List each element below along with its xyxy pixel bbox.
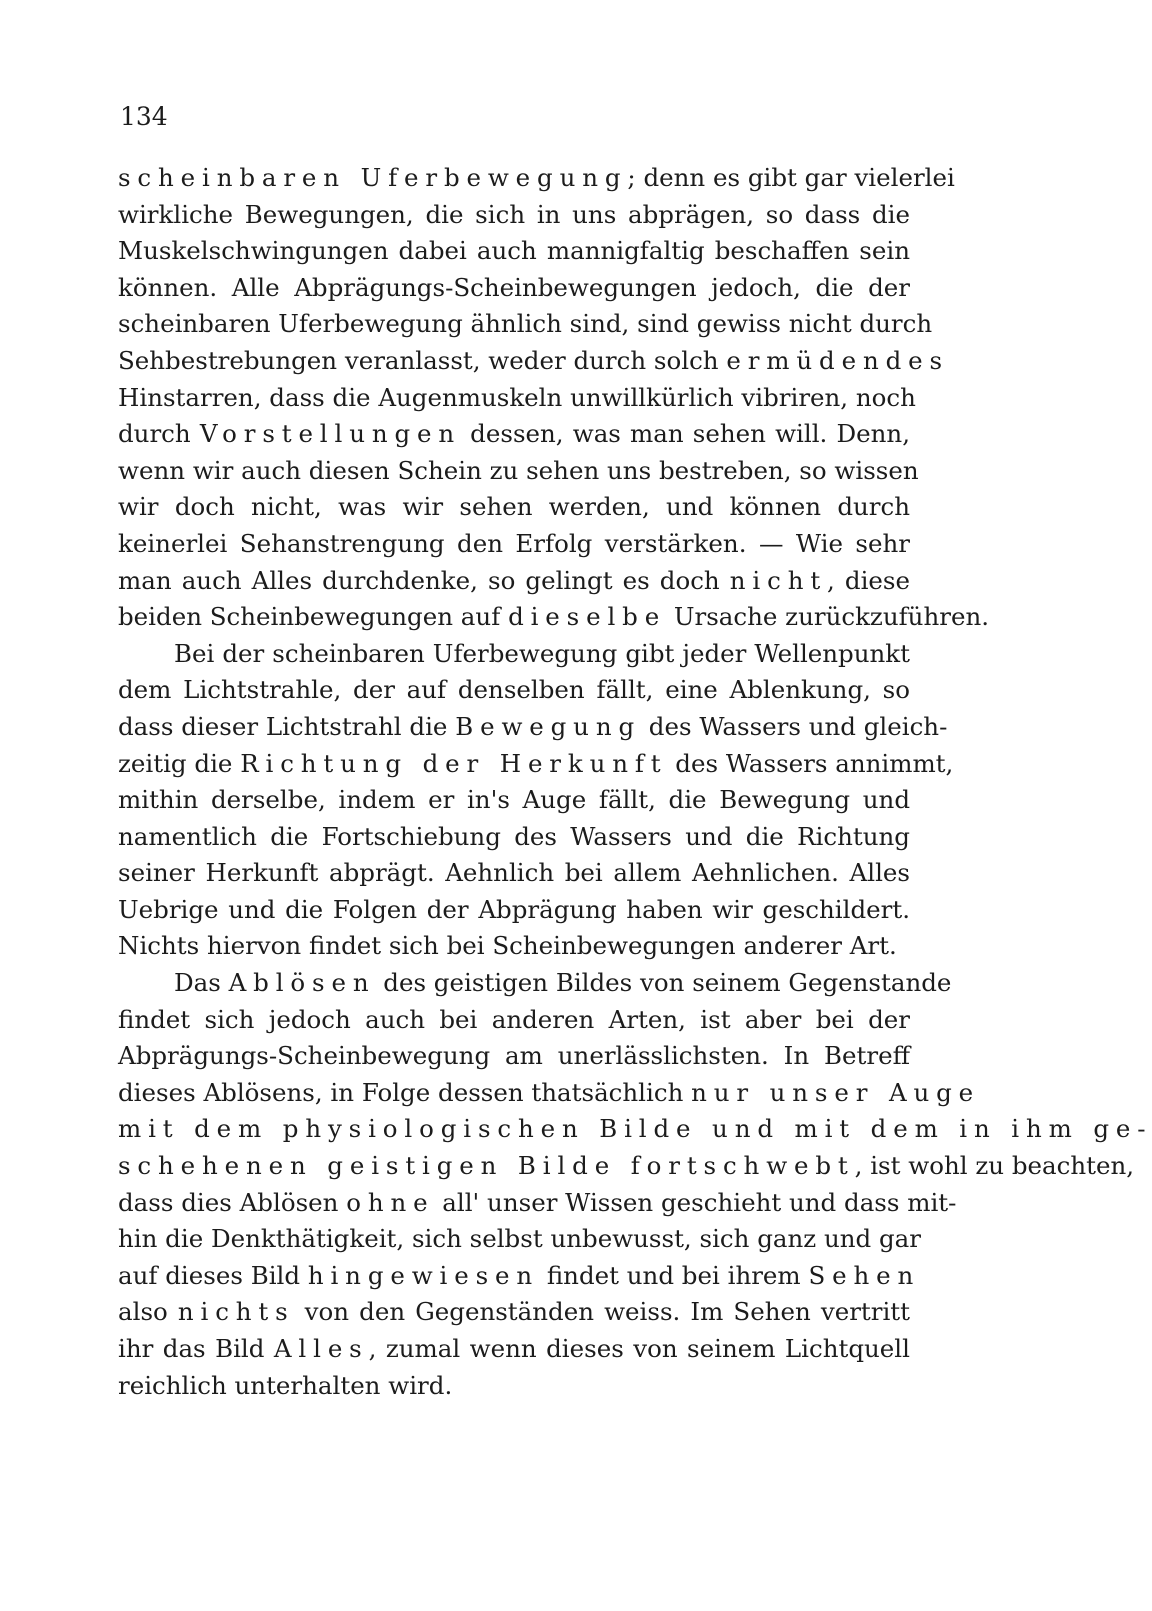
text-segment: des Wassers und gleich- (641, 711, 948, 741)
text-segment: dieses Ablösens, in Folge dessen thatsächlich (118, 1077, 692, 1107)
spaced-emphasis: hingewiesen (307, 1260, 540, 1290)
text-segment: Nichts hiervon findet sich bei Scheinbewegungen anderer Art. (118, 931, 897, 961)
text-line (118, 1075, 981, 1112)
text-segment: keinerlei Sehanstrengung den Erfolg verstärken. — Wie sehr (118, 528, 910, 558)
spaced-emphasis: nichts (177, 1297, 295, 1327)
text-line (118, 599, 990, 636)
spaced-emphasis: nicht (729, 565, 828, 595)
text-segment: wenn wir auch diesen Schein zu sehen uns bestreben, so wissen (118, 455, 919, 485)
text-line (118, 636, 910, 673)
text-segment: dessen, was man sehen will. Denn, (461, 419, 910, 449)
text-segment: Sehbestrebungen veranlasst, weder durch solch (118, 345, 727, 375)
text-line (118, 1111, 1152, 1148)
text-segment: mithin derselbe, indem er in's Auge fällt, die Bewegung und (118, 785, 910, 815)
spaced-emphasis: Sehen (808, 1260, 921, 1290)
text-segment: wirkliche Bewegungen, die sich in uns abprägen, so dass die (118, 199, 910, 229)
text-line (118, 965, 952, 1002)
text-line (118, 855, 910, 892)
text-segment: , zumal wenn dieses von seinem Lichtquell (368, 1334, 910, 1363)
text-line (118, 306, 933, 343)
text-segment: all' unser Wissen geschieht und dass mit- (434, 1187, 957, 1217)
text-line (118, 1331, 910, 1368)
spaced-emphasis: schehenen geistigen Bilde fortschwebt (118, 1151, 855, 1181)
text-segment: , ist wohl zu beachten, (854, 1151, 1135, 1181)
text-line (118, 1368, 910, 1405)
text-segment: von den Gegenständen weiss. Im Sehen vertritt (294, 1297, 910, 1327)
text-segment: dem Lichtstrahle, der auf denselben fällt, eine Ablenkung, so (118, 675, 910, 705)
text-line (118, 782, 910, 819)
text-segment: Abprägungs-Scheinbewegung am unerlässlichsten. In Betreff (118, 1041, 910, 1071)
text-segment: namentlich die Fortschiebung des Wassers und die Richtung (118, 821, 910, 851)
text-segment: beiden Scheinbewegungen auf (118, 602, 509, 632)
text-segment: ihr das Bild (118, 1334, 274, 1363)
text-line (118, 160, 955, 197)
text-segment: dass dies Ablösen (118, 1187, 347, 1217)
text-segment: Muskelschwingungen dabei auch mannigfaltig beschaffen sein (118, 236, 910, 266)
text-line (118, 1038, 910, 1075)
text-segment: , diese (827, 565, 910, 595)
text-segment: reichlich unterhalten wird. (118, 1370, 453, 1400)
text-line (118, 233, 910, 270)
text-line (118, 1002, 910, 1039)
spaced-emphasis: Ablösen (228, 968, 376, 998)
text-segment: können. Alle Abprägungs-Scheinbewegungen jedoch, die der (118, 272, 910, 302)
text-line (118, 380, 916, 417)
text-line (118, 526, 910, 563)
text-line (118, 819, 910, 856)
page-number: 134 (120, 102, 168, 131)
text-segment: Ursache zurückzuführen. (666, 602, 990, 632)
spaced-emphasis: Bewegung (455, 711, 641, 741)
spaced-emphasis: dieselbe (508, 602, 667, 632)
text-segment: seiner Herkunft abprägt. Aehnlich bei allem Aehnlichen. Alles (118, 858, 910, 888)
text-segment: Hinstarren, dass die Augenmuskeln unwillkürlich vibriren, noch (118, 382, 916, 412)
text-segment: man auch Alles durchdenke, so gelingt es doch (118, 565, 730, 595)
text-line (118, 709, 948, 746)
text-line (118, 270, 910, 307)
text-segment: ; denn es gibt gar vielerlei (627, 163, 955, 192)
spaced-emphasis: ermüdendes (726, 345, 949, 375)
text-segment: findet und bei ihrem (539, 1260, 809, 1290)
text-line (118, 1148, 1135, 1185)
spaced-emphasis: ohne (346, 1187, 435, 1217)
text-line (118, 928, 910, 965)
spaced-emphasis: Richtung der Herkunft (240, 748, 668, 778)
spaced-emphasis: nur unser Auge (691, 1077, 981, 1107)
spaced-emphasis: mit dem physiologischen Bilde und mit dem in ihm ge- (118, 1114, 1152, 1144)
paragraph (118, 636, 954, 965)
text-line (118, 1258, 921, 1295)
text-line (118, 1221, 921, 1258)
text-segment: zeitig die (118, 748, 241, 778)
text-segment: auf dieses Bild (118, 1260, 308, 1290)
text-line (118, 746, 954, 783)
text-segment: Das (174, 968, 229, 998)
text-segment: des geistigen Bildes von seinem Gegenstande (375, 968, 952, 998)
text-line (118, 489, 910, 526)
text-segment: hin die Denkthätigkeit, sich selbst unbewusst, sich ganz und gar (118, 1224, 921, 1254)
spaced-emphasis: Vorstellungen (199, 419, 462, 449)
text-segment: wir doch nicht, was wir sehen werden, und können durch (118, 492, 910, 522)
text-line (118, 892, 910, 929)
spaced-emphasis: scheinbaren Uferbewegung (118, 163, 628, 192)
text-segment: Bei der scheinbaren Uferbewegung gibt jeder Wellenpunkt (174, 638, 910, 668)
paragraph (118, 965, 1152, 1404)
text-line (118, 197, 910, 234)
text-segment: scheinbaren Uferbewegung ähnlich sind, sind gewiss nicht durch (118, 309, 933, 339)
body-text (118, 160, 1152, 1404)
text-segment: des Wassers annimmt, (667, 748, 954, 778)
paragraph (118, 160, 990, 636)
spaced-emphasis: Alles (273, 1334, 369, 1363)
text-line (118, 563, 910, 600)
text-segment: Uebrige und die Folgen der Abprägung haben wir geschildert. (118, 894, 910, 924)
text-line (118, 416, 910, 453)
text-segment: dass dieser Lichtstrahl die (118, 711, 456, 741)
text-line (118, 672, 910, 709)
text-line (118, 453, 919, 490)
text-segment: durch (118, 419, 200, 449)
text-line (118, 1185, 957, 1222)
text-line (118, 343, 949, 380)
text-segment: findet sich jedoch auch bei anderen Arten, ist aber bei der (118, 1004, 910, 1034)
text-line (118, 1294, 910, 1331)
text-segment: also (118, 1297, 178, 1327)
